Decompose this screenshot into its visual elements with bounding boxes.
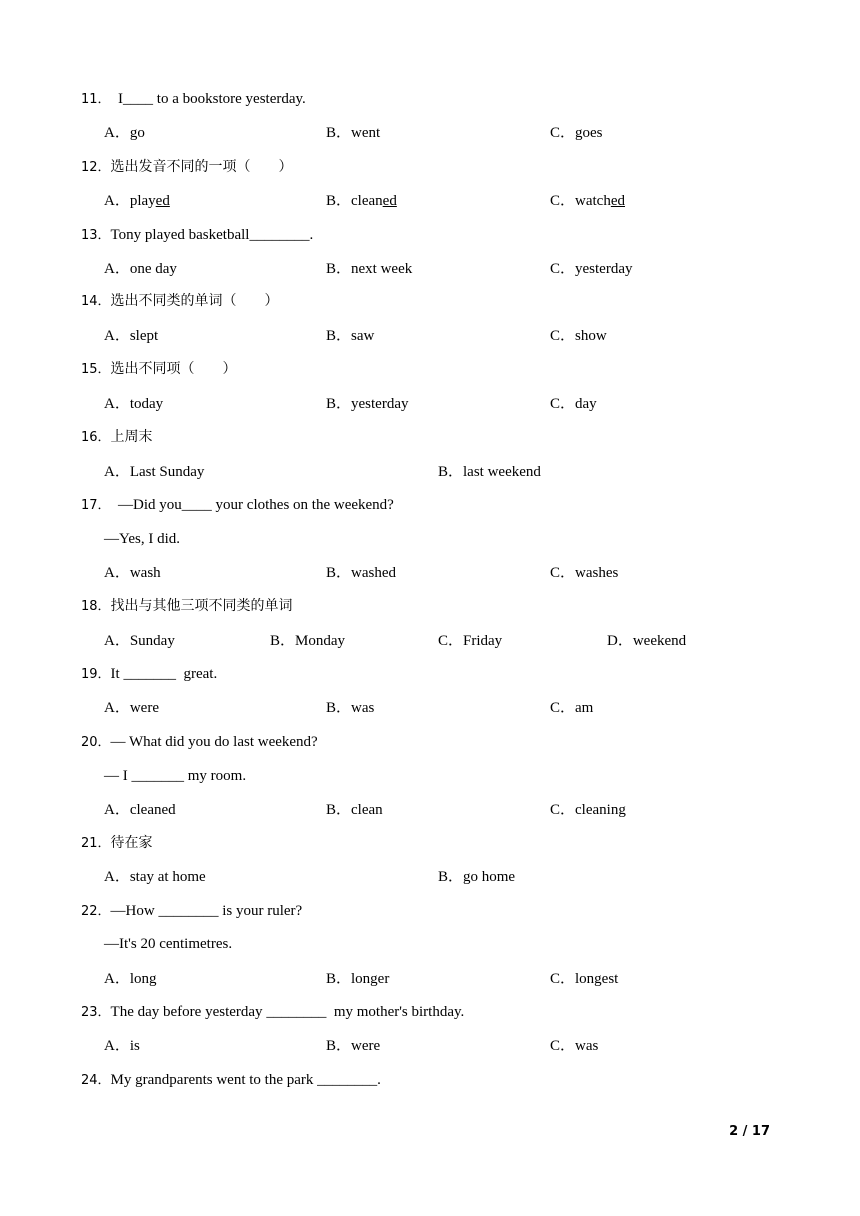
answer-option xyxy=(326,259,412,279)
option-letter: B． xyxy=(438,869,464,885)
answer-blank: ____ xyxy=(123,91,154,107)
answer-option xyxy=(550,394,597,414)
question-number: 14． xyxy=(81,294,111,309)
question-number: 13． xyxy=(81,228,111,243)
option-text: am xyxy=(575,700,594,716)
option-letter: A． xyxy=(104,802,130,818)
option-letter: B． xyxy=(326,396,352,412)
answer-option xyxy=(104,326,158,346)
option-text: weekend xyxy=(632,633,687,649)
option-letter: B． xyxy=(438,464,464,480)
answer-option xyxy=(607,631,686,651)
answer-option xyxy=(326,394,409,414)
option-text: longest xyxy=(575,971,619,987)
answer-option xyxy=(104,800,176,820)
option-text: Monday xyxy=(295,633,346,649)
answer-option xyxy=(104,191,170,211)
answer-option xyxy=(326,191,397,211)
answer-option xyxy=(104,563,161,583)
option-letter: A． xyxy=(104,125,130,141)
question-number: 23． xyxy=(81,1005,111,1020)
option-letter: B． xyxy=(326,565,352,581)
option-text: washed xyxy=(351,565,397,581)
option-letter: B． xyxy=(326,1038,352,1054)
option-letter: D． xyxy=(607,633,633,649)
option-text: was xyxy=(351,700,375,716)
question-line-2: — I _______ my room. xyxy=(104,768,247,784)
option-letter: C． xyxy=(550,328,576,344)
answer-option xyxy=(550,698,593,718)
option-underlined-suffix: ed xyxy=(155,193,170,209)
answer-option xyxy=(550,563,618,583)
option-text: went xyxy=(351,125,381,141)
question-number: 18． xyxy=(81,599,111,614)
question-number: 19． xyxy=(81,667,111,682)
question-number: 20． xyxy=(81,735,111,750)
question-stem xyxy=(81,157,293,178)
answer-option xyxy=(326,969,389,989)
answer-option xyxy=(326,563,396,583)
question-stem xyxy=(81,291,279,312)
answer-option xyxy=(326,123,380,143)
option-letter: A． xyxy=(104,1038,130,1054)
option-letter: A． xyxy=(104,261,130,277)
option-letter: A． xyxy=(104,700,130,716)
question-text: —How ________ is your ruler? xyxy=(110,903,303,919)
option-letter: B． xyxy=(326,261,352,277)
option-letter: B． xyxy=(326,125,352,141)
option-text: next week xyxy=(351,261,413,277)
option-text: were xyxy=(351,1038,381,1054)
question-text: Tony played basketball________. xyxy=(110,227,314,243)
option-text: yesterday xyxy=(351,396,409,412)
question-stem xyxy=(81,89,306,110)
option-text: play xyxy=(129,193,156,209)
question-stem xyxy=(81,596,293,617)
question-text: 找出与其他三项不同类的单词 xyxy=(110,598,293,614)
option-letter: A． xyxy=(104,328,130,344)
answer-option xyxy=(550,969,618,989)
option-letter: A． xyxy=(104,971,130,987)
option-letter: C． xyxy=(550,125,576,141)
answer-option xyxy=(104,969,157,989)
option-letter: A． xyxy=(104,565,130,581)
question-text: My grandparents went to the park ________. xyxy=(110,1072,381,1088)
option-letter: B． xyxy=(326,328,352,344)
answer-option xyxy=(550,191,625,211)
option-letter: C． xyxy=(550,802,576,818)
option-text: cleaning xyxy=(575,802,626,818)
option-text: were xyxy=(129,700,159,716)
answer-option xyxy=(438,867,515,887)
option-letter: C． xyxy=(550,565,576,581)
question-number: 17． xyxy=(81,498,111,513)
answer-option xyxy=(550,800,626,820)
question-text-pre: The day before yesterday xyxy=(110,1004,267,1020)
question-stem xyxy=(81,833,153,854)
answer-option xyxy=(104,698,159,718)
question-line-2: —Yes, I did. xyxy=(104,531,180,547)
option-text: go xyxy=(129,125,145,141)
option-letter: A． xyxy=(104,464,130,480)
option-letter: C． xyxy=(438,633,464,649)
option-text: slept xyxy=(129,328,159,344)
question-number: 12． xyxy=(81,160,111,175)
answer-option xyxy=(326,698,374,718)
option-text: Friday xyxy=(463,633,503,649)
answer-option xyxy=(104,867,206,887)
question-text: 待在家 xyxy=(110,835,153,851)
answer-option xyxy=(438,462,541,482)
option-letter: B． xyxy=(326,971,352,987)
question-number: 11． xyxy=(81,92,111,107)
option-letter: C． xyxy=(550,261,576,277)
question-stem xyxy=(81,1002,464,1023)
option-text: Last Sunday xyxy=(129,464,205,480)
answer-option xyxy=(104,394,163,414)
answer-option xyxy=(438,631,502,651)
option-letter: A． xyxy=(104,869,130,885)
answer-option xyxy=(104,123,145,143)
option-letter: B． xyxy=(326,193,352,209)
option-letter: C． xyxy=(550,971,576,987)
option-text: one day xyxy=(129,261,177,277)
question-text: — What did you do last weekend? xyxy=(110,734,318,750)
question-text: 上周末 xyxy=(110,429,153,445)
question-text: —Did you____ your clothes on the weekend? xyxy=(110,497,394,513)
option-letter: B． xyxy=(270,633,296,649)
page-number: 2 / 17 xyxy=(729,1124,770,1139)
answer-blank: ________ xyxy=(266,1004,327,1020)
option-text: wash xyxy=(129,565,161,581)
question-number: 22． xyxy=(81,904,111,919)
answer-option xyxy=(326,326,374,346)
question-stem xyxy=(81,427,153,448)
answer-option xyxy=(326,1036,380,1056)
answer-option xyxy=(104,631,175,651)
option-letter: C． xyxy=(550,193,576,209)
option-text: show xyxy=(575,328,607,344)
question-stem xyxy=(81,1070,381,1091)
question-text-post: to a bookstore yesterday. xyxy=(153,91,306,107)
answer-option xyxy=(326,800,383,820)
option-letter: C． xyxy=(550,396,576,412)
option-text: long xyxy=(129,971,157,987)
option-letter: A． xyxy=(104,193,130,209)
option-text: clean xyxy=(351,193,383,209)
answer-option xyxy=(550,123,603,143)
option-letter: B． xyxy=(326,802,352,818)
answer-option xyxy=(104,259,177,279)
question-stem xyxy=(81,359,237,380)
option-text: watch xyxy=(575,193,611,209)
option-text: clean xyxy=(351,802,383,818)
option-letter: A． xyxy=(104,396,130,412)
option-text: stay at home xyxy=(129,869,206,885)
answer-option xyxy=(550,259,633,279)
question-text-post: my mother's birthday. xyxy=(326,1004,465,1020)
question-number: 24． xyxy=(81,1073,111,1088)
question-stem xyxy=(81,732,318,753)
question-stem xyxy=(81,225,313,246)
option-underlined-suffix: ed xyxy=(382,193,397,209)
option-text: was xyxy=(575,1038,599,1054)
answer-option xyxy=(104,1036,140,1056)
option-underlined-suffix: ed xyxy=(610,193,626,209)
option-text: cleaned xyxy=(129,802,176,818)
answer-blank: _______ xyxy=(123,666,176,682)
question-line-2: —It's 20 centimetres. xyxy=(104,936,233,952)
option-text: longer xyxy=(351,971,390,987)
question-number: 16． xyxy=(81,430,111,445)
option-text: goes xyxy=(575,125,603,141)
question-text: 选出不同项（ ） xyxy=(110,361,237,377)
option-text: last weekend xyxy=(463,464,541,480)
answer-option xyxy=(104,462,204,482)
question-stem xyxy=(81,901,302,922)
answer-option xyxy=(270,631,345,651)
question-number: 21． xyxy=(81,836,111,851)
option-text: saw xyxy=(351,328,375,344)
question-stem xyxy=(81,664,217,685)
option-text: Sunday xyxy=(129,633,175,649)
question-number: 15． xyxy=(81,362,111,377)
option-letter: C． xyxy=(550,1038,576,1054)
option-text: go home xyxy=(463,869,516,885)
question-stem xyxy=(81,495,394,516)
option-letter: C． xyxy=(550,700,576,716)
question-text: 选出不同类的单词（ ） xyxy=(110,293,279,309)
option-text: day xyxy=(575,396,597,412)
option-letter: B． xyxy=(326,700,352,716)
option-text: washes xyxy=(575,565,619,581)
option-text: today xyxy=(129,396,164,412)
question-text-pre: I xyxy=(110,91,124,107)
option-text: is xyxy=(129,1038,140,1054)
question-text-pre: It xyxy=(110,666,124,682)
question-text-post: great. xyxy=(175,666,218,682)
option-letter: A． xyxy=(104,633,130,649)
answer-option xyxy=(550,1036,598,1056)
answer-option xyxy=(550,326,607,346)
question-text: 选出发音不同的一项（ ） xyxy=(110,159,293,175)
option-text: yesterday xyxy=(575,261,633,277)
